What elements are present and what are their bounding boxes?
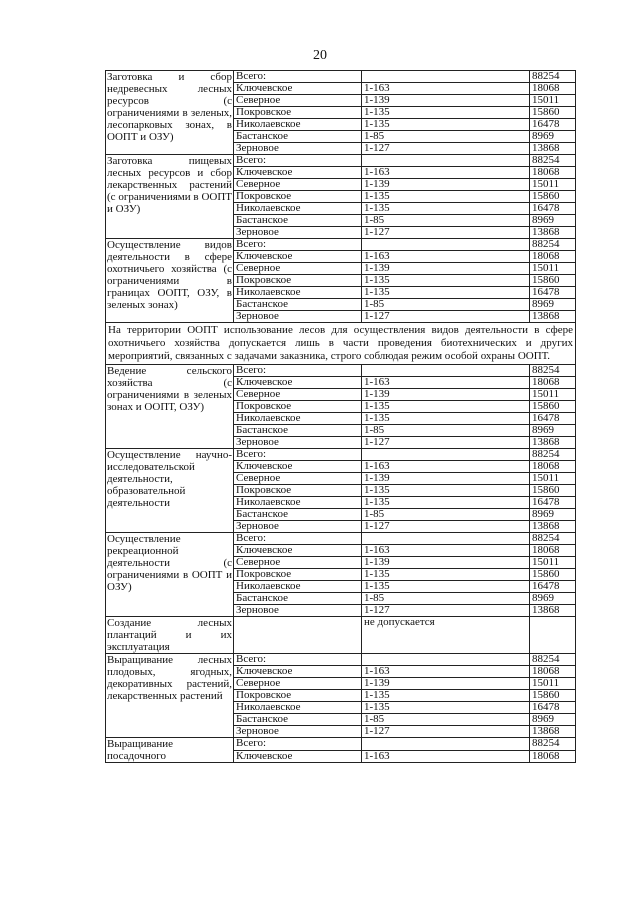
quarters-cell: 1-85 xyxy=(362,593,530,605)
quarters-cell: 1-85 xyxy=(362,215,530,227)
forestry-cell: Ключевское xyxy=(234,461,362,473)
quarters-cell xyxy=(362,71,530,83)
quarters-cell xyxy=(362,738,530,751)
forestry-cell xyxy=(234,617,362,654)
quarters-cell: 1-139 xyxy=(362,263,530,275)
area-cell: 18068 xyxy=(530,461,576,473)
forestry-cell: Всего: xyxy=(234,239,362,251)
area-cell: 15011 xyxy=(530,179,576,191)
area-cell: 8969 xyxy=(530,714,576,726)
forestry-cell: Николаевское xyxy=(234,203,362,215)
area-cell: 16478 xyxy=(530,581,576,593)
area-cell: 88254 xyxy=(530,738,576,751)
quarters-cell: 1-163 xyxy=(362,666,530,678)
quarters-cell xyxy=(362,533,530,545)
forestry-cell: Всего: xyxy=(234,155,362,167)
forestry-cell: Ключевское xyxy=(234,750,362,763)
area-cell: 13868 xyxy=(530,521,576,533)
quarters-cell: 1-139 xyxy=(362,557,530,569)
area-cell: 8969 xyxy=(530,425,576,437)
activity-cell: Осуществление рекреационной деятельности (с ограничениями в ООПТ и ОЗУ) xyxy=(106,533,234,617)
activity-cell: Выращивание лесных плодовых, ягодных, декоративных растений, лекарственных растений xyxy=(106,654,234,738)
quarters-cell: 1-135 xyxy=(362,107,530,119)
forestry-cell: Зерновое xyxy=(234,521,362,533)
area-cell: 16478 xyxy=(530,413,576,425)
area-cell: 13868 xyxy=(530,311,576,323)
forestry-cell: Николаевское xyxy=(234,413,362,425)
table-row xyxy=(106,738,576,751)
quarters-cell: 1-135 xyxy=(362,401,530,413)
quarters-cell: 1-135 xyxy=(362,413,530,425)
quarters-cell: 1-127 xyxy=(362,311,530,323)
area-cell: 88254 xyxy=(530,239,576,251)
quarters-cell: 1-127 xyxy=(362,143,530,155)
area-cell: 13868 xyxy=(530,143,576,155)
forestry-cell: Бастанское xyxy=(234,509,362,521)
area-cell: 8969 xyxy=(530,299,576,311)
area-cell: 16478 xyxy=(530,497,576,509)
area-cell: 16478 xyxy=(530,203,576,215)
quarters-cell: 1-163 xyxy=(362,545,530,557)
area-cell: 15860 xyxy=(530,485,576,497)
forestry-cell: Северное xyxy=(234,95,362,107)
forestry-cell: Северное xyxy=(234,473,362,485)
area-cell: 16478 xyxy=(530,119,576,131)
table-body xyxy=(106,71,576,763)
activity-cell: Заготовка и сбор недревесных лесных ресурсов (с ограничениями в зеленых, лесопарковых зонах, в ООПТ и ОЗУ) xyxy=(106,71,234,155)
quarters-cell: 1-85 xyxy=(362,425,530,437)
forestry-cell: Ключевское xyxy=(234,251,362,263)
quarters-cell: 1-127 xyxy=(362,437,530,449)
note-text: На территории ООПТ использование лесов для осуществления видов деятельности в сфере охотничьего хозяйства допускается лишь в части проведения биотехнических и других мероприятий, связанных с задачами заказника, строго соблюдая режим особой охраны ООПТ. xyxy=(106,323,576,365)
quarters-cell: 1-127 xyxy=(362,521,530,533)
forestry-cell: Покровское xyxy=(234,569,362,581)
activity-cell: Осуществление научно-исследовательской деятельности, образовательной деятельности xyxy=(106,449,234,533)
forestry-cell: Всего: xyxy=(234,654,362,666)
forestry-cell: Бастанское xyxy=(234,131,362,143)
forestry-cell: Покровское xyxy=(234,275,362,287)
quarters-cell: 1-127 xyxy=(362,605,530,617)
forestry-cell: Ключевское xyxy=(234,545,362,557)
forestry-cell: Зерновое xyxy=(234,605,362,617)
area-cell: 15860 xyxy=(530,191,576,203)
quarters-cell: 1-163 xyxy=(362,377,530,389)
forestry-cell: Ключевское xyxy=(234,666,362,678)
table-row xyxy=(106,449,576,461)
quarters-cell xyxy=(362,239,530,251)
forestry-cell: Николаевское xyxy=(234,119,362,131)
quarters-cell: 1-135 xyxy=(362,203,530,215)
forestry-cell: Бастанское xyxy=(234,714,362,726)
quarters-cell: 1-85 xyxy=(362,131,530,143)
quarters-cell: 1-135 xyxy=(362,581,530,593)
area-cell: 18068 xyxy=(530,666,576,678)
area-cell: 13868 xyxy=(530,726,576,738)
area-cell: 8969 xyxy=(530,509,576,521)
quarters-cell: 1-139 xyxy=(362,95,530,107)
forestry-cell: Бастанское xyxy=(234,215,362,227)
forestry-cell: Бастанское xyxy=(234,593,362,605)
quarters-cell: 1-85 xyxy=(362,299,530,311)
quarters-cell: 1-135 xyxy=(362,275,530,287)
quarters-cell: 1-139 xyxy=(362,179,530,191)
table-row xyxy=(106,239,576,251)
area-cell: 15011 xyxy=(530,557,576,569)
forestry-cell: Всего: xyxy=(234,738,362,751)
forestry-cell: Ключевское xyxy=(234,377,362,389)
area-cell: 13868 xyxy=(530,227,576,239)
forestry-cell: Всего: xyxy=(234,365,362,377)
forestry-cell: Северное xyxy=(234,263,362,275)
forestry-cell: Николаевское xyxy=(234,497,362,509)
quarters-cell: 1-163 xyxy=(362,83,530,95)
table-row xyxy=(106,365,576,377)
forestry-cell: Северное xyxy=(234,179,362,191)
forestry-cell: Зерновое xyxy=(234,143,362,155)
table-row xyxy=(106,155,576,167)
quarters-cell: 1-163 xyxy=(362,251,530,263)
forestry-cell: Покровское xyxy=(234,485,362,497)
activity-cell: Осуществление видов деятельности в сфере охотничьего хозяйства (с ограничениями в границах ООПТ, ОЗУ, в зеленых зонах) xyxy=(106,239,234,323)
area-cell: 88254 xyxy=(530,449,576,461)
page-number: 20 xyxy=(313,48,327,63)
forestry-cell: Покровское xyxy=(234,690,362,702)
area-cell: 8969 xyxy=(530,215,576,227)
activity-cell: Создание лесных плантаций и их эксплуатация xyxy=(107,617,232,653)
area-cell: 16478 xyxy=(530,287,576,299)
forest-use-table xyxy=(105,70,576,763)
table-row xyxy=(106,617,576,654)
area-cell: 18068 xyxy=(530,83,576,95)
quarters-cell xyxy=(362,155,530,167)
quarters-cell: 1-127 xyxy=(362,726,530,738)
quarters-cell: 1-135 xyxy=(362,497,530,509)
area-cell: 13868 xyxy=(530,605,576,617)
forestry-cell: Всего: xyxy=(234,449,362,461)
area-cell: 15011 xyxy=(530,389,576,401)
forestry-cell: Покровское xyxy=(234,107,362,119)
forestry-cell: Зерновое xyxy=(234,726,362,738)
forestry-cell: Северное xyxy=(234,389,362,401)
forestry-cell: Всего: xyxy=(234,71,362,83)
activity-cell: Выращивание посадочного xyxy=(106,738,234,763)
forestry-cell: Николаевское xyxy=(234,581,362,593)
quarters-cell: 1-135 xyxy=(362,485,530,497)
area-cell: 15860 xyxy=(530,275,576,287)
area-cell: 15011 xyxy=(530,678,576,690)
area-cell: 18068 xyxy=(530,167,576,179)
area-cell: 18068 xyxy=(530,377,576,389)
forestry-cell: Покровское xyxy=(234,401,362,413)
quarters-cell: 1-135 xyxy=(362,191,530,203)
table-row xyxy=(106,533,576,545)
quarters-cell: 1-139 xyxy=(362,389,530,401)
table-row xyxy=(106,71,576,83)
quarters-cell: 1-135 xyxy=(362,287,530,299)
forestry-cell: Зерновое xyxy=(234,437,362,449)
quarters-cell: 1-135 xyxy=(362,702,530,714)
forestry-cell: Николаевское xyxy=(234,702,362,714)
forestry-cell: Покровское xyxy=(234,191,362,203)
area-cell: 15011 xyxy=(530,263,576,275)
forestry-cell: Зерновое xyxy=(234,311,362,323)
area-cell: 88254 xyxy=(530,155,576,167)
area-cell: 15011 xyxy=(530,95,576,107)
area-cell: 18068 xyxy=(530,251,576,263)
area-cell: 18068 xyxy=(530,750,576,763)
area-cell: 8969 xyxy=(530,131,576,143)
forestry-cell: Всего: xyxy=(234,533,362,545)
forestry-cell: Бастанское xyxy=(234,299,362,311)
area-cell: 15860 xyxy=(530,690,576,702)
quarters-cell xyxy=(362,654,530,666)
forestry-cell: Северное xyxy=(234,557,362,569)
quarters-cell xyxy=(362,449,530,461)
quarters-cell xyxy=(362,365,530,377)
forestry-cell: Северное xyxy=(234,678,362,690)
forestry-cell: Ключевское xyxy=(234,83,362,95)
quarters-cell: 1-139 xyxy=(362,473,530,485)
area-cell: 88254 xyxy=(530,365,576,377)
area-cell: 8969 xyxy=(530,593,576,605)
area-cell: 15860 xyxy=(530,401,576,413)
area-cell: 13868 xyxy=(530,437,576,449)
area-cell: 18068 xyxy=(530,545,576,557)
area-cell: 15860 xyxy=(530,107,576,119)
not-allowed-cell: не допускается xyxy=(362,617,530,654)
quarters-cell: 1-85 xyxy=(362,509,530,521)
quarters-cell: 1-163 xyxy=(362,167,530,179)
forestry-cell: Бастанское xyxy=(234,425,362,437)
note-row xyxy=(106,323,576,365)
forestry-cell: Зерновое xyxy=(234,227,362,239)
area-cell: 15860 xyxy=(530,569,576,581)
area-cell: 88254 xyxy=(530,71,576,83)
quarters-cell: 1-163 xyxy=(362,461,530,473)
table-row xyxy=(106,654,576,666)
quarters-cell: 1-163 xyxy=(362,750,530,763)
quarters-cell: 1-135 xyxy=(362,119,530,131)
quarters-cell: 1-135 xyxy=(362,569,530,581)
quarters-cell: 1-127 xyxy=(362,227,530,239)
quarters-cell: 1-135 xyxy=(362,690,530,702)
activity-cell: Заготовка пищевых лесных ресурсов и сбор лекарственных растений (с ограничениями в ООПТ и ОЗУ) xyxy=(106,155,234,239)
area-cell: 88254 xyxy=(530,533,576,545)
area-cell: 15011 xyxy=(530,473,576,485)
area-cell: 16478 xyxy=(530,702,576,714)
area-cell xyxy=(530,617,576,654)
area-cell: 88254 xyxy=(530,654,576,666)
activity-cell: Ведение сельского хозяйства (с ограничениями в зеленых зонах и ООПТ, ОЗУ) xyxy=(106,365,234,449)
forestry-cell: Николаевское xyxy=(234,287,362,299)
forestry-cell: Ключевское xyxy=(234,167,362,179)
quarters-cell: 1-139 xyxy=(362,678,530,690)
quarters-cell: 1-85 xyxy=(362,714,530,726)
